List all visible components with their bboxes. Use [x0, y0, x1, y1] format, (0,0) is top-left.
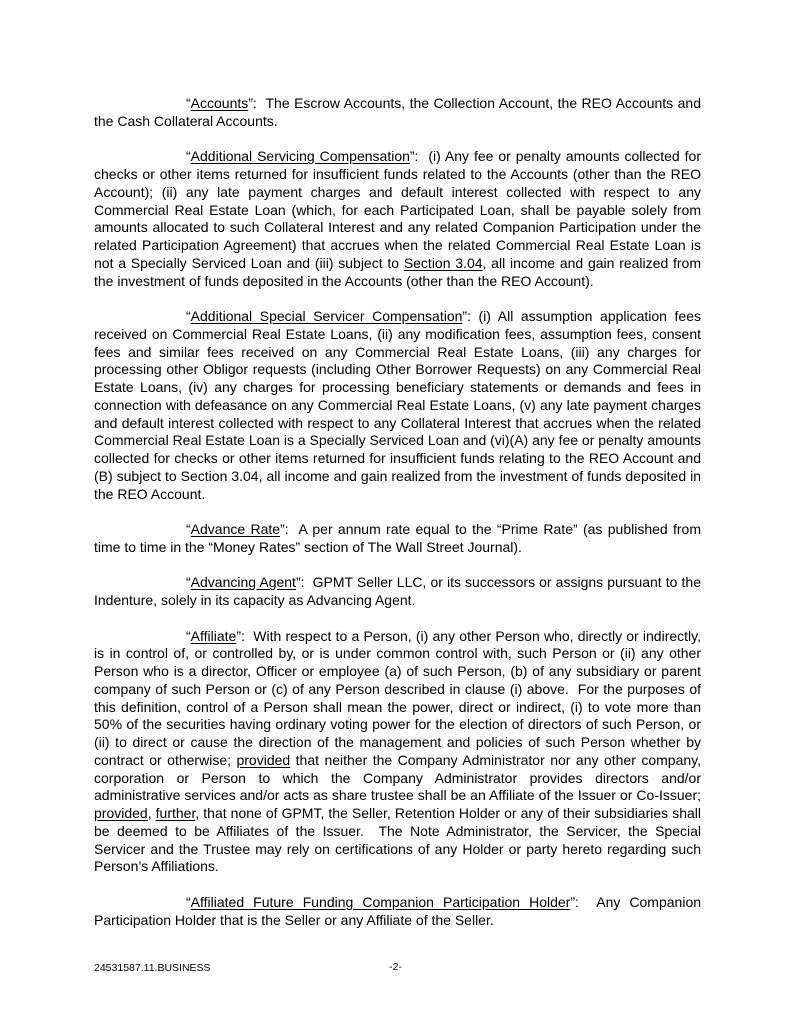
defined-term: Additional Special Servicer Compensation [190, 308, 463, 324]
text-run: ”: With respect to a Person, (i) any other Person who, directly or indirectly, is in control of, or controlled by, or is under common control with, such Person or (ii) any other Person who is a director, Officer or employee (a) of such Person, (b) of any subsidiary or parent company of such Person or (c) of any Person described in clause (i) above. For the purposes of this definition, control of a Person shall mean the power, direct or indirect, (i) to vote more than 50% of the securities having ordinary voting power for the election of directors of such Person, or (ii) to direct or cause the direction of the management and policies of such Person whether by contract or otherwise; [94, 627, 701, 768]
paragraph-advance-rate [94, 521, 701, 557]
text-run: “ [186, 308, 191, 324]
emphasis: further [155, 805, 196, 821]
paragraph-additional-servicing-compensation [94, 148, 701, 290]
text-run: ”: (i) All assumption application fees received on Commercial Real Estate Loans, (ii) any modification fees, assumption fees, consent fees and similar fees received on any Commercial Real Estate Loans, (iii) any charges for processing other Obligor requests (including Other Borrower Requests) on any Commercial Real Estate Loans, (iv) any charges for processing beneficiary statements or demands and fees in connection with defeasance on any Commercial Real Estate Loans, (v) any late payment charges and default interest collected with respect to any Collateral Interest that accrues when the related Commercial Real Estate Loan is a Specially Serviced Loan and (vi)(A) any fee or penalty amounts collected for checks or other items returned for insufficient funds relating to the REO Account and (B) subject to Section 3.04, all income and gain realized from the investment of funds deposited in the REO Account. [94, 308, 701, 502]
text-run: ”: (i) Any fee or penalty amounts collected for checks or other items returned for insufficient funds related to the Accounts (other than the REO Account); (ii) any late payment charges and default interest collected with respect to any Commercial Real Estate Loan (which, for each Participated Loan, shall be payable solely from amounts allocated to such Collateral Interest and any related Companion Participation under the related Participation Agreement) that accrues when the related Commercial Real Estate Loan is not a Specially Serviced Loan and (iii) subject to [94, 148, 701, 271]
text-run: “ [186, 521, 191, 537]
defined-term: Advancing Agent [190, 574, 296, 591]
text-run: “ [186, 893, 191, 910]
text-run: ”: A per annum rate equal to the “Prime Rate” (as published from time to time in the “Money Rates” section of The Wall Street Journal). [94, 521, 702, 555]
defined-term: Affiliate [190, 627, 237, 644]
paragraph-affiliated-future-funding-companion-participation-holder [94, 894, 701, 930]
emphasis: provided [236, 751, 291, 768]
defined-term: Additional Servicing Compensation [190, 148, 410, 165]
cross-reference: Section 3.04 [403, 254, 483, 271]
document-body [94, 95, 701, 947]
text-run: , [147, 805, 156, 821]
text-run: “ [186, 148, 191, 165]
footer-document-number: 24531587.11.BUSINESS [94, 962, 211, 974]
paragraph-accounts [94, 95, 701, 131]
defined-term: Accounts [190, 95, 249, 111]
text-run: , that none of GPMT, the Seller, Retention Holder or any of their subsidiaries shall be deemed to be Affiliates of the Issuer. The Note Administrator, the Servicer, the Special Servicer and the Trustee may rely on certifications of any Holder or party hereto regarding such Person’s Affiliations. [94, 805, 701, 875]
emphasis: provided [94, 805, 148, 821]
paragraph-advancing-agent [94, 574, 701, 610]
text-run: “ [186, 574, 191, 591]
paragraph-additional-special-servicer-compensation [94, 308, 701, 503]
text-run: “ [186, 627, 191, 644]
text-run: ”: The Escrow Accounts, the Collection Account, the REO Accounts and the Cash Collateral Accounts. [94, 95, 701, 129]
text-run: “ [186, 95, 191, 111]
footer-page-number: -2- [389, 961, 402, 973]
text-run: ”: GPMT Seller LLC, or its successors or assigns pursuant to the Indenture, solely in its capacity as Advancing Agent. [94, 574, 701, 608]
defined-term: Advance Rate [190, 521, 281, 537]
text-run: that neither the Company Administrator nor any other company, corporation or Person to which the Company Administrator provides directors and/or administrative services and/or acts as share trustee shall be an Affiliate of the Issuer or Co-Issuer; [94, 751, 701, 804]
text-run: ”: Any Companion Participation Holder that is the Seller or any Affiliate of the Seller. [94, 893, 702, 928]
paragraph-affiliate [94, 628, 701, 877]
text-run: , all income and gain realized from the investment of funds deposited in the Accounts (other than the REO Account). [94, 254, 701, 289]
defined-term: Affiliated Future Funding Companion Participation Holder [190, 893, 571, 910]
page-footer [0, 961, 791, 977]
